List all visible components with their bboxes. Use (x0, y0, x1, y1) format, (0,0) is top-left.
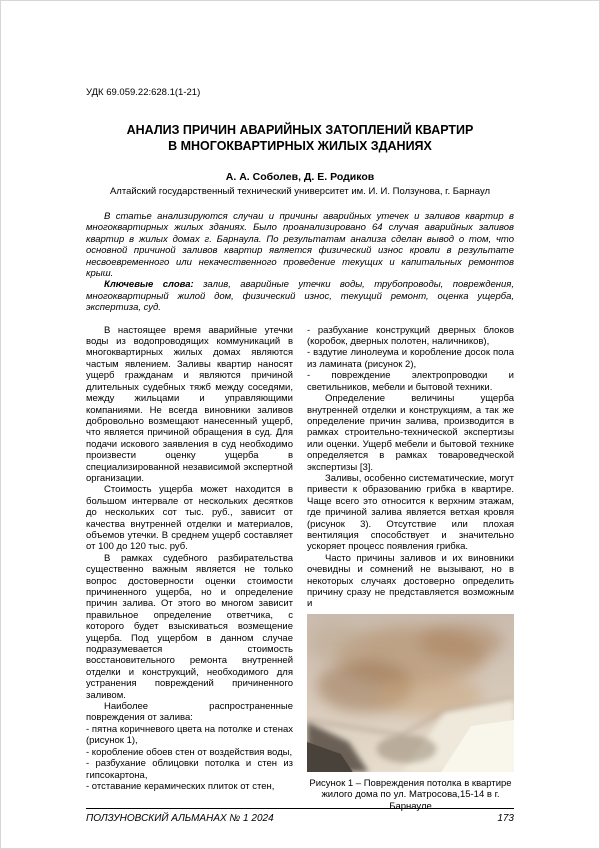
paragraph: Стоимость ущерба может находится в большом интервале от нескольких десятков до нескольких сот тыс. руб., зависит от качества внутренней отделки и материалов, объемов утечки. В среднем ущерб составляет от 100 до 120 тыс. руб. (86, 484, 293, 553)
article-title-line1: АНАЛИЗ ПРИЧИН АВАРИЙНЫХ ЗАТОПЛЕНИЙ КВАРТИР (126, 123, 474, 137)
udc-code: УДК 69.059.22:628.1(1-21) (86, 87, 201, 98)
paragraph: Определение величины ущерба внутренней отделки и конструкциям, а так же определение причин залива, производится в рамках строительно-технической экспертизы или оценки. Ущерб мебели и бытовой технике определяется в рамках товароведческой экспертизы [3]. (307, 393, 514, 473)
list-item: - разбухание облицовки потолка и стен из гипсокартона, (86, 758, 293, 781)
journal-name: ПОЛЗУНОВСКИЙ АЛЬМАНАХ № 1 2024 (86, 813, 274, 824)
list-item: - вздутие линолеума и коробление досок пола из ламината (рисунок 2), (307, 347, 514, 370)
page-footer (86, 808, 514, 824)
page-number: 173 (497, 813, 514, 824)
paragraph: В рамках судебного разбирательства существенно важным является не только вопрос достоверности оценки стоимости причиненного ущерба, но и определение причин залива. От этого во многом зависит правильное определение ответчика, с которого будет взыскиваться возмещение ущерба. Под ущербом в данном случае подразумевается стоимость восстановительного ремонта внутренней отделки и конструкций, необходимого для устранения повреждений причиненного заливом. (86, 552, 293, 701)
two-column-body (86, 325, 514, 812)
list-item: - повреждение электропроводки и светильников, мебели и бытовой техники. (307, 370, 514, 393)
article-title (86, 122, 514, 154)
figure-1 (307, 614, 514, 812)
paragraph: Заливы, особенно систематические, могут привести к образованию грибка в квартире. Чаще всего это относится к верхним этажам, где причиной залива является ветхая кровля (рисунок 3). Отсутствие или плохая вентиляция способствует и значительно ускоряет процесс появления грибка. (307, 472, 514, 553)
list-item: - отставание керамических плиток от стен, (86, 780, 275, 792)
paragraph: В настоящее время аварийные утечки воды из водопроводящих коммуникаций в многоквартирных жилых домах являются частым явлением. Заливы квартир наносят ущерб гражданам и являются причиной длительных судебных тяжб между соседями, между жильцами и управляющими компаниями. Не всегда виновники заливов добровольно возмещают нанесенный ущерб, что является причиной обращения в суд. Для подачи искового заявления в суд необходимо произвести оценку ущерба в специализированной независимой экспертной организации. (86, 324, 293, 484)
keywords-text: залив, аварийные утечки воды, трубопроводы, повреждения, многоквартирный жилой дом, физический износ, текущий ремонт, оценка ущерба, экспертиза, суд. (86, 279, 514, 314)
abstract: В статье анализируются случаи и причины аварийных утечек и заливов квартир в многоквартирных жилых зданиях. Было проанализировано 64 случая аварийных заливов квартир в жилых домах г. Барнаула. По результатам анализа сделан вывод о том, что основной причиной заливов квартир является физический износ кровли в результате несвоевременного или некачественного проведение текущих и капитальных ремонтов крыш. (86, 211, 514, 280)
left-column (86, 325, 293, 812)
right-column (307, 325, 514, 812)
affiliation: Алтайский государственный технический университет им. И. И. Ползунова, г. Барнаул (109, 186, 491, 197)
authors: А. А. Соболев, Д. Е. Родиков (225, 171, 375, 183)
list-item: - пятна коричневого цвета на потолке и стенах (рисунок 1), (86, 723, 293, 747)
list-item: - коробление обоев стен от воздействия воды, (86, 746, 293, 758)
list-item: - разбухание конструкций дверных блоков (коробок, дверных полотен, наличников), (307, 324, 514, 348)
ceiling-damage-photo (307, 614, 514, 772)
keywords-label: Ключевые слова: (104, 279, 194, 291)
figure-caption: Рисунок 1 – Повреждения потолка в квартире жилого дома по ул. Матросова,15-14 в г. Барнауле (309, 777, 512, 812)
paragraph: Наиболее распространенные повреждения от залива: (86, 701, 293, 724)
article-title-line2: В МНОГОКВАРТИРНЫХ ЖИЛЫХ ЗДАНИЯХ (168, 139, 432, 153)
paragraph: Часто причины заливов и их виновники очевидны и сомнений не вызывают, но в некоторых случаях достоверно определить причину сразу не представляется возможным и (307, 552, 514, 610)
keywords (86, 279, 514, 313)
